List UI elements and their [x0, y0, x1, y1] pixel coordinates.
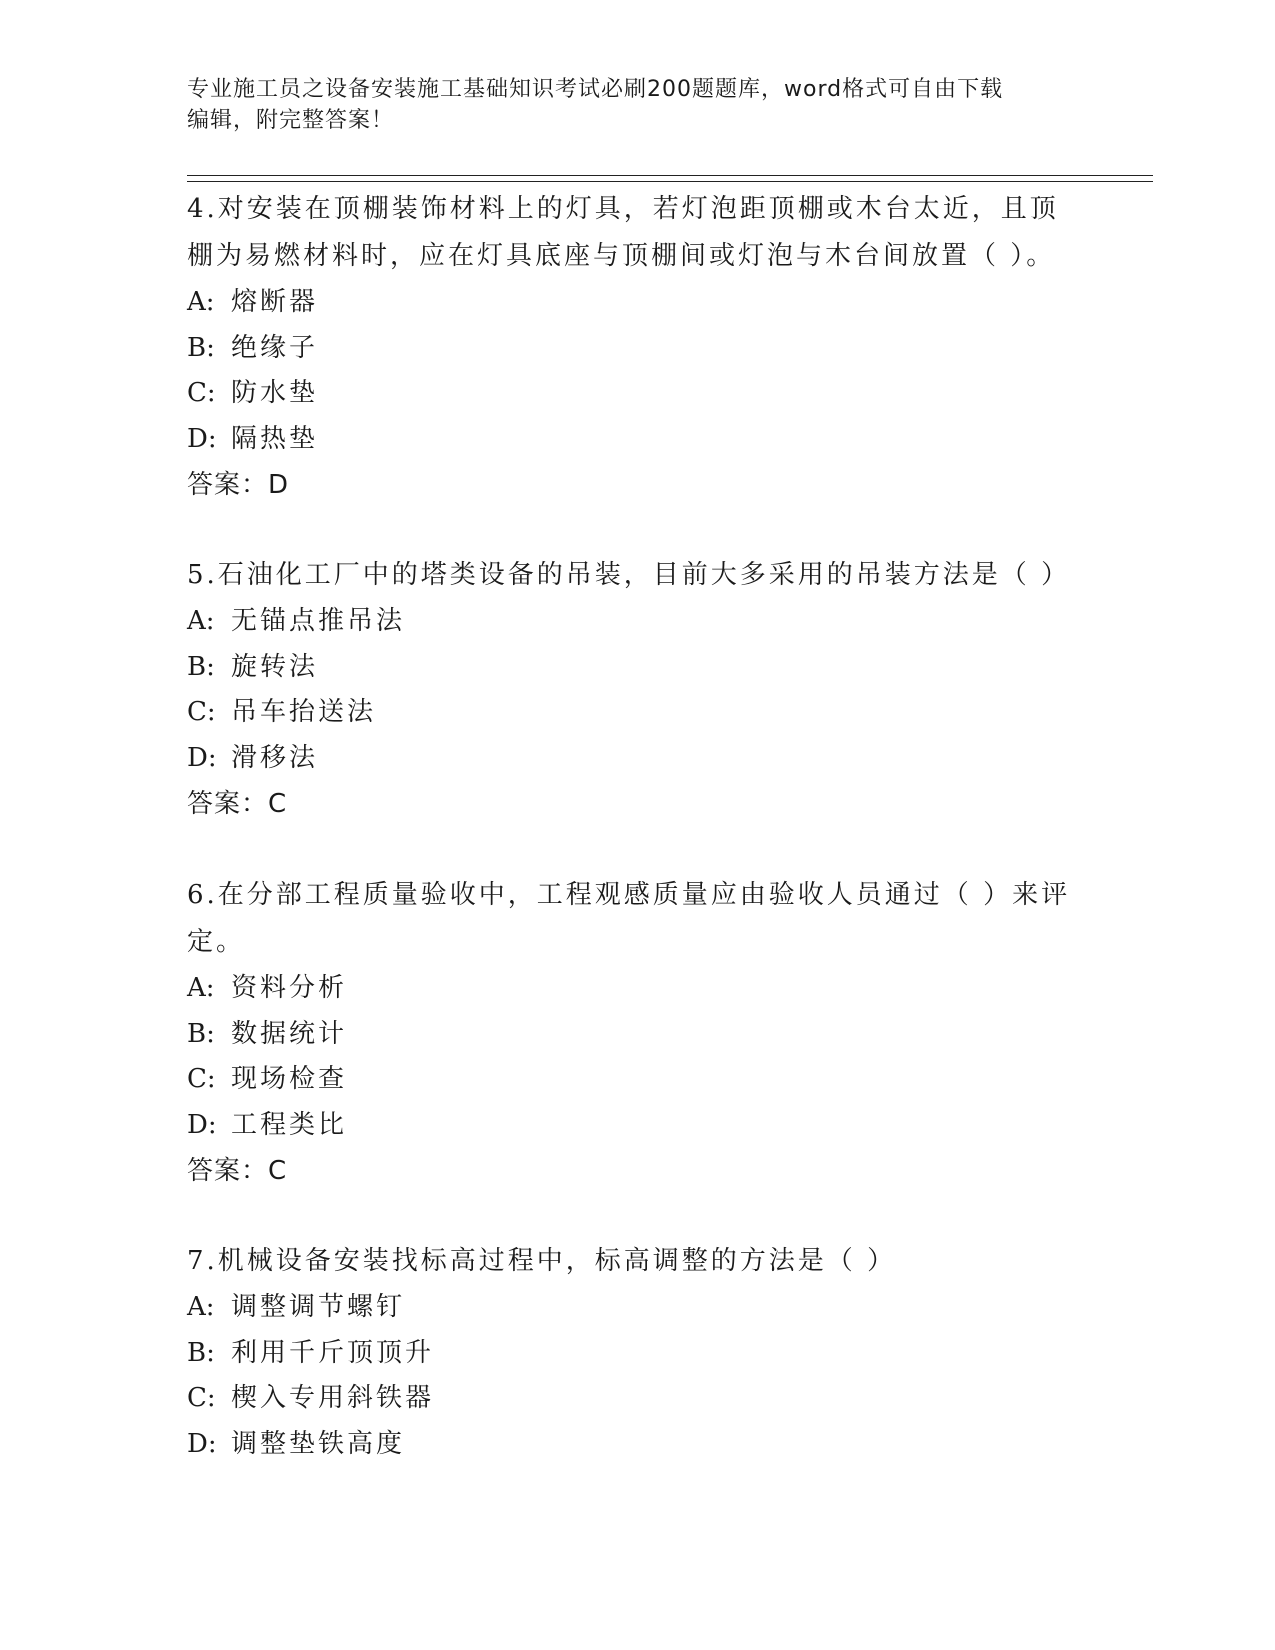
question-5: [187, 552, 1087, 827]
answer-line: 答案：C: [187, 789, 288, 819]
option-c: [187, 690, 1087, 736]
option-c: [187, 1376, 1087, 1422]
header-title-line-2: 编辑，附完整答案！: [187, 108, 395, 133]
header-divider-bottom: [187, 181, 1153, 182]
option-key: A:: [187, 973, 215, 1003]
option-text: 现场检查: [231, 1064, 348, 1094]
option-text: 数据统计: [231, 1018, 348, 1049]
option-d: [187, 1103, 1087, 1149]
question-stem: 5.石油化工厂中的塔类设备的吊装，目前大多采用的吊装方法是（ ）: [187, 560, 1071, 590]
option-text: 利用千斤顶顶升: [231, 1337, 435, 1368]
answer-line: 答案：C: [187, 1156, 288, 1186]
option-text: 吊车抬送法: [231, 697, 377, 727]
option-key: C:: [187, 1383, 216, 1413]
question-7: [187, 1238, 1087, 1467]
option-b: [187, 326, 1087, 372]
answer-line: 答案：D: [187, 470, 290, 500]
option-key: C:: [187, 697, 216, 727]
option-text: 绝缘子: [231, 332, 319, 363]
option-text: 无锚点推吊法: [231, 606, 406, 636]
option-key: A:: [187, 287, 215, 317]
option-key: B:: [187, 1337, 215, 1368]
option-text: 滑移法: [231, 742, 319, 773]
option-b: [187, 1012, 1087, 1058]
question-stem: 7.机械设备安装找标高过程中，标高调整的方法是（ ）: [187, 1246, 897, 1276]
option-a: [187, 280, 1087, 326]
option-key: A:: [187, 1292, 215, 1322]
option-text: 熔断器: [231, 287, 319, 317]
option-text: 调整垫铁高度: [231, 1428, 406, 1459]
option-key: A:: [187, 606, 215, 636]
question-stem: 6.在分部工程质量验收中，工程观感质量应由验收人员通过（ ）来评定。: [187, 880, 1071, 957]
option-key: C:: [187, 1064, 216, 1094]
option-text: 调整调节螺钉: [231, 1292, 406, 1322]
option-text: 隔热垫: [231, 423, 319, 454]
option-d: [187, 417, 1087, 463]
option-a: [187, 599, 1087, 645]
option-text: 工程类比: [231, 1109, 348, 1140]
document-header: [187, 74, 1067, 136]
option-d: [187, 1422, 1087, 1468]
option-c: [187, 1057, 1087, 1103]
option-key: D:: [187, 1109, 217, 1140]
option-key: D:: [187, 742, 217, 773]
option-key: D:: [187, 1428, 217, 1459]
question-stem: 4.对安装在顶棚装饰材料上的灯具，若灯泡距顶棚或木台太近，且顶棚为易燃材料时，应在灯具底座与顶棚间或灯泡与木台间放置（ ）。: [187, 194, 1059, 271]
option-b: [187, 1331, 1087, 1377]
option-d: [187, 736, 1087, 782]
question-6: [187, 872, 1087, 1194]
option-text: 旋转法: [231, 651, 319, 682]
header-divider-top: [187, 175, 1153, 176]
option-text: 防水垫: [231, 378, 319, 408]
option-key: B:: [187, 651, 215, 682]
header-title-line-1: 专业施工员之设备安装施工基础知识考试必刷200题题库，word格式可自由下载: [187, 77, 1004, 102]
option-text: 资料分析: [231, 973, 348, 1003]
option-key: B:: [187, 332, 215, 363]
option-c: [187, 371, 1087, 417]
question-4: [187, 186, 1087, 508]
option-key: D:: [187, 423, 217, 454]
option-key: B:: [187, 1018, 215, 1049]
option-a: [187, 966, 1087, 1012]
option-key: C:: [187, 378, 216, 408]
option-text: 楔入专用斜铁器: [231, 1383, 435, 1413]
option-b: [187, 645, 1087, 691]
option-a: [187, 1285, 1087, 1331]
